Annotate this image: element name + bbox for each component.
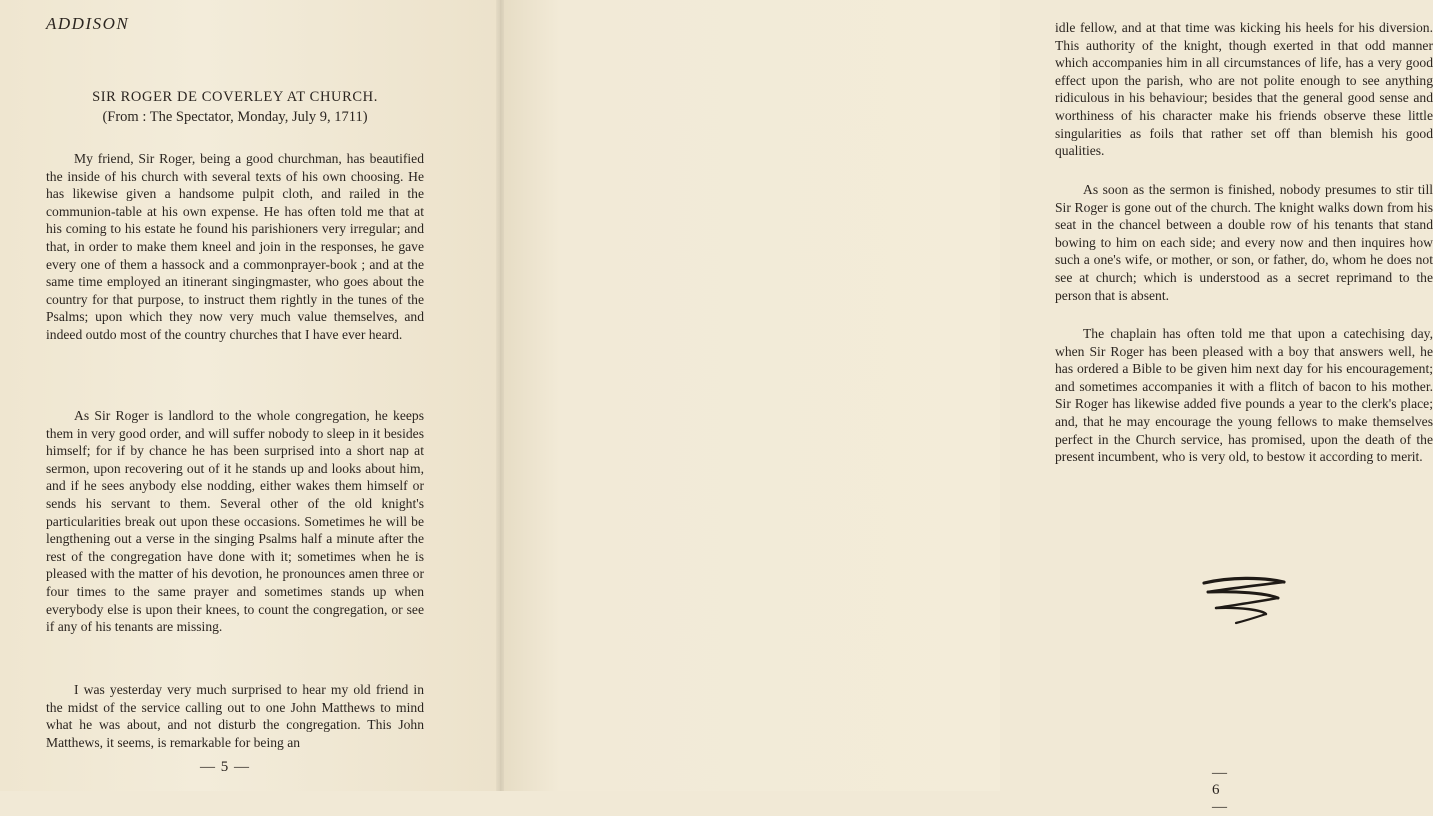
gutter: [496, 0, 504, 791]
page-number-left: — 5 —: [200, 759, 250, 775]
running-head: ADDISON: [46, 14, 130, 33]
left-page: [0, 0, 500, 791]
paragraph-6: The chaplain has often told me that upon a catechising day, when Sir Roger has been pleased with a boy that answers well, he has ordered a Bible to be given him next day for his encouragement; and sometimes accompanies it with a flitch of bacon to his mother. Sir Roger has likewise added five pounds a year to the clerk's place; and, that he may encourage the young fellows to make themselves perfect in the Church service, has promised, upon the death of the present incumbent, who is very old, to bestow it according to merit.: [1055, 326, 1433, 465]
page-subtitle: (From : The Spectator, Monday, July 9, 1711): [102, 109, 368, 125]
page-number-right: — 6 —: [1212, 765, 1228, 815]
right-page: [500, 0, 1433, 815]
paragraph-1: My friend, Sir Roger, being a good churchman, has beautified the inside of his church with several texts of his own choosing. He has likewise given a handsome pulpit cloth, and railed in the communion-table at his own expense. He has often told me that at his coming to his estate he found his parishioners very irregular; and that, in order to make them kneel and join in the responses, he gave every one of them a hassock and a commonprayer-book ; and at the same time employed an itinerant singingmaster, who goes about the country for that purpose, to instruct them rightly in the tunes of the Psalms; upon which they now very much value themselves, and indeed outdo most of the country churches that I have ever heard.: [46, 151, 424, 342]
paragraph-2: As Sir Roger is landlord to the whole congregation, he keeps them in very good order, and will suffer nobody to sleep in it besides himself; for if by chance he has been surprised into a short nap at sermon, upon recovering out of it he stands up and looks about him, and if he sees anybody else nodding, either wakes them himself or sends his servant to them. Several other of the old knight's particularities break out upon these occasions. Sometimes he will be lengthening out a verse in the singing Psalms half a minute after the rest of the congregation have done with it; sometimes when he is pleased with the matter of his devotion, he pronounces amen three or four times to the same prayer and sometimes stands up when everybody else is upon their knees, to count the congregation, or see if any of his tenants are missing.: [46, 408, 424, 635]
paragraph-5: As soon as the sermon is finished, nobody presumes to stir till Sir Roger is gone out of the church. The knight walks down from his seat in the chancel between a double row of his tenants that stand bowing to him on each side; and every now and then inquires how such a one's wife, or mother, or son, or father, do, whom he does not see at church; which is understood as a secret reprimand to the person that is absent.: [1055, 182, 1433, 303]
title-block: [46, 88, 424, 127]
paragraph-3: I was yesterday very much surprised to hear my old friend in the midst of the service calling out to one John Matthews to mind what he was about, and not disturb the congregation. This John Matthews, it seems, is remarkable for being an: [46, 682, 424, 750]
paragraph-4: idle fellow, and at that time was kicking his heels for his diversion. This authority of the knight, though exerted in that odd manner which accompanies him in all circumstances of life, has a very good effect upon the parish, who are not polite enough to see anything ridiculous in his behaviour; besides that the general good sense and worthiness of his character make his friends observe these little singularities as foils that rather set off than blemish his good qualities.: [1055, 20, 1433, 159]
page-title: SIR ROGER DE COVERLEY AT CHURCH.: [92, 89, 378, 105]
flourish-icon: [1200, 574, 1290, 626]
